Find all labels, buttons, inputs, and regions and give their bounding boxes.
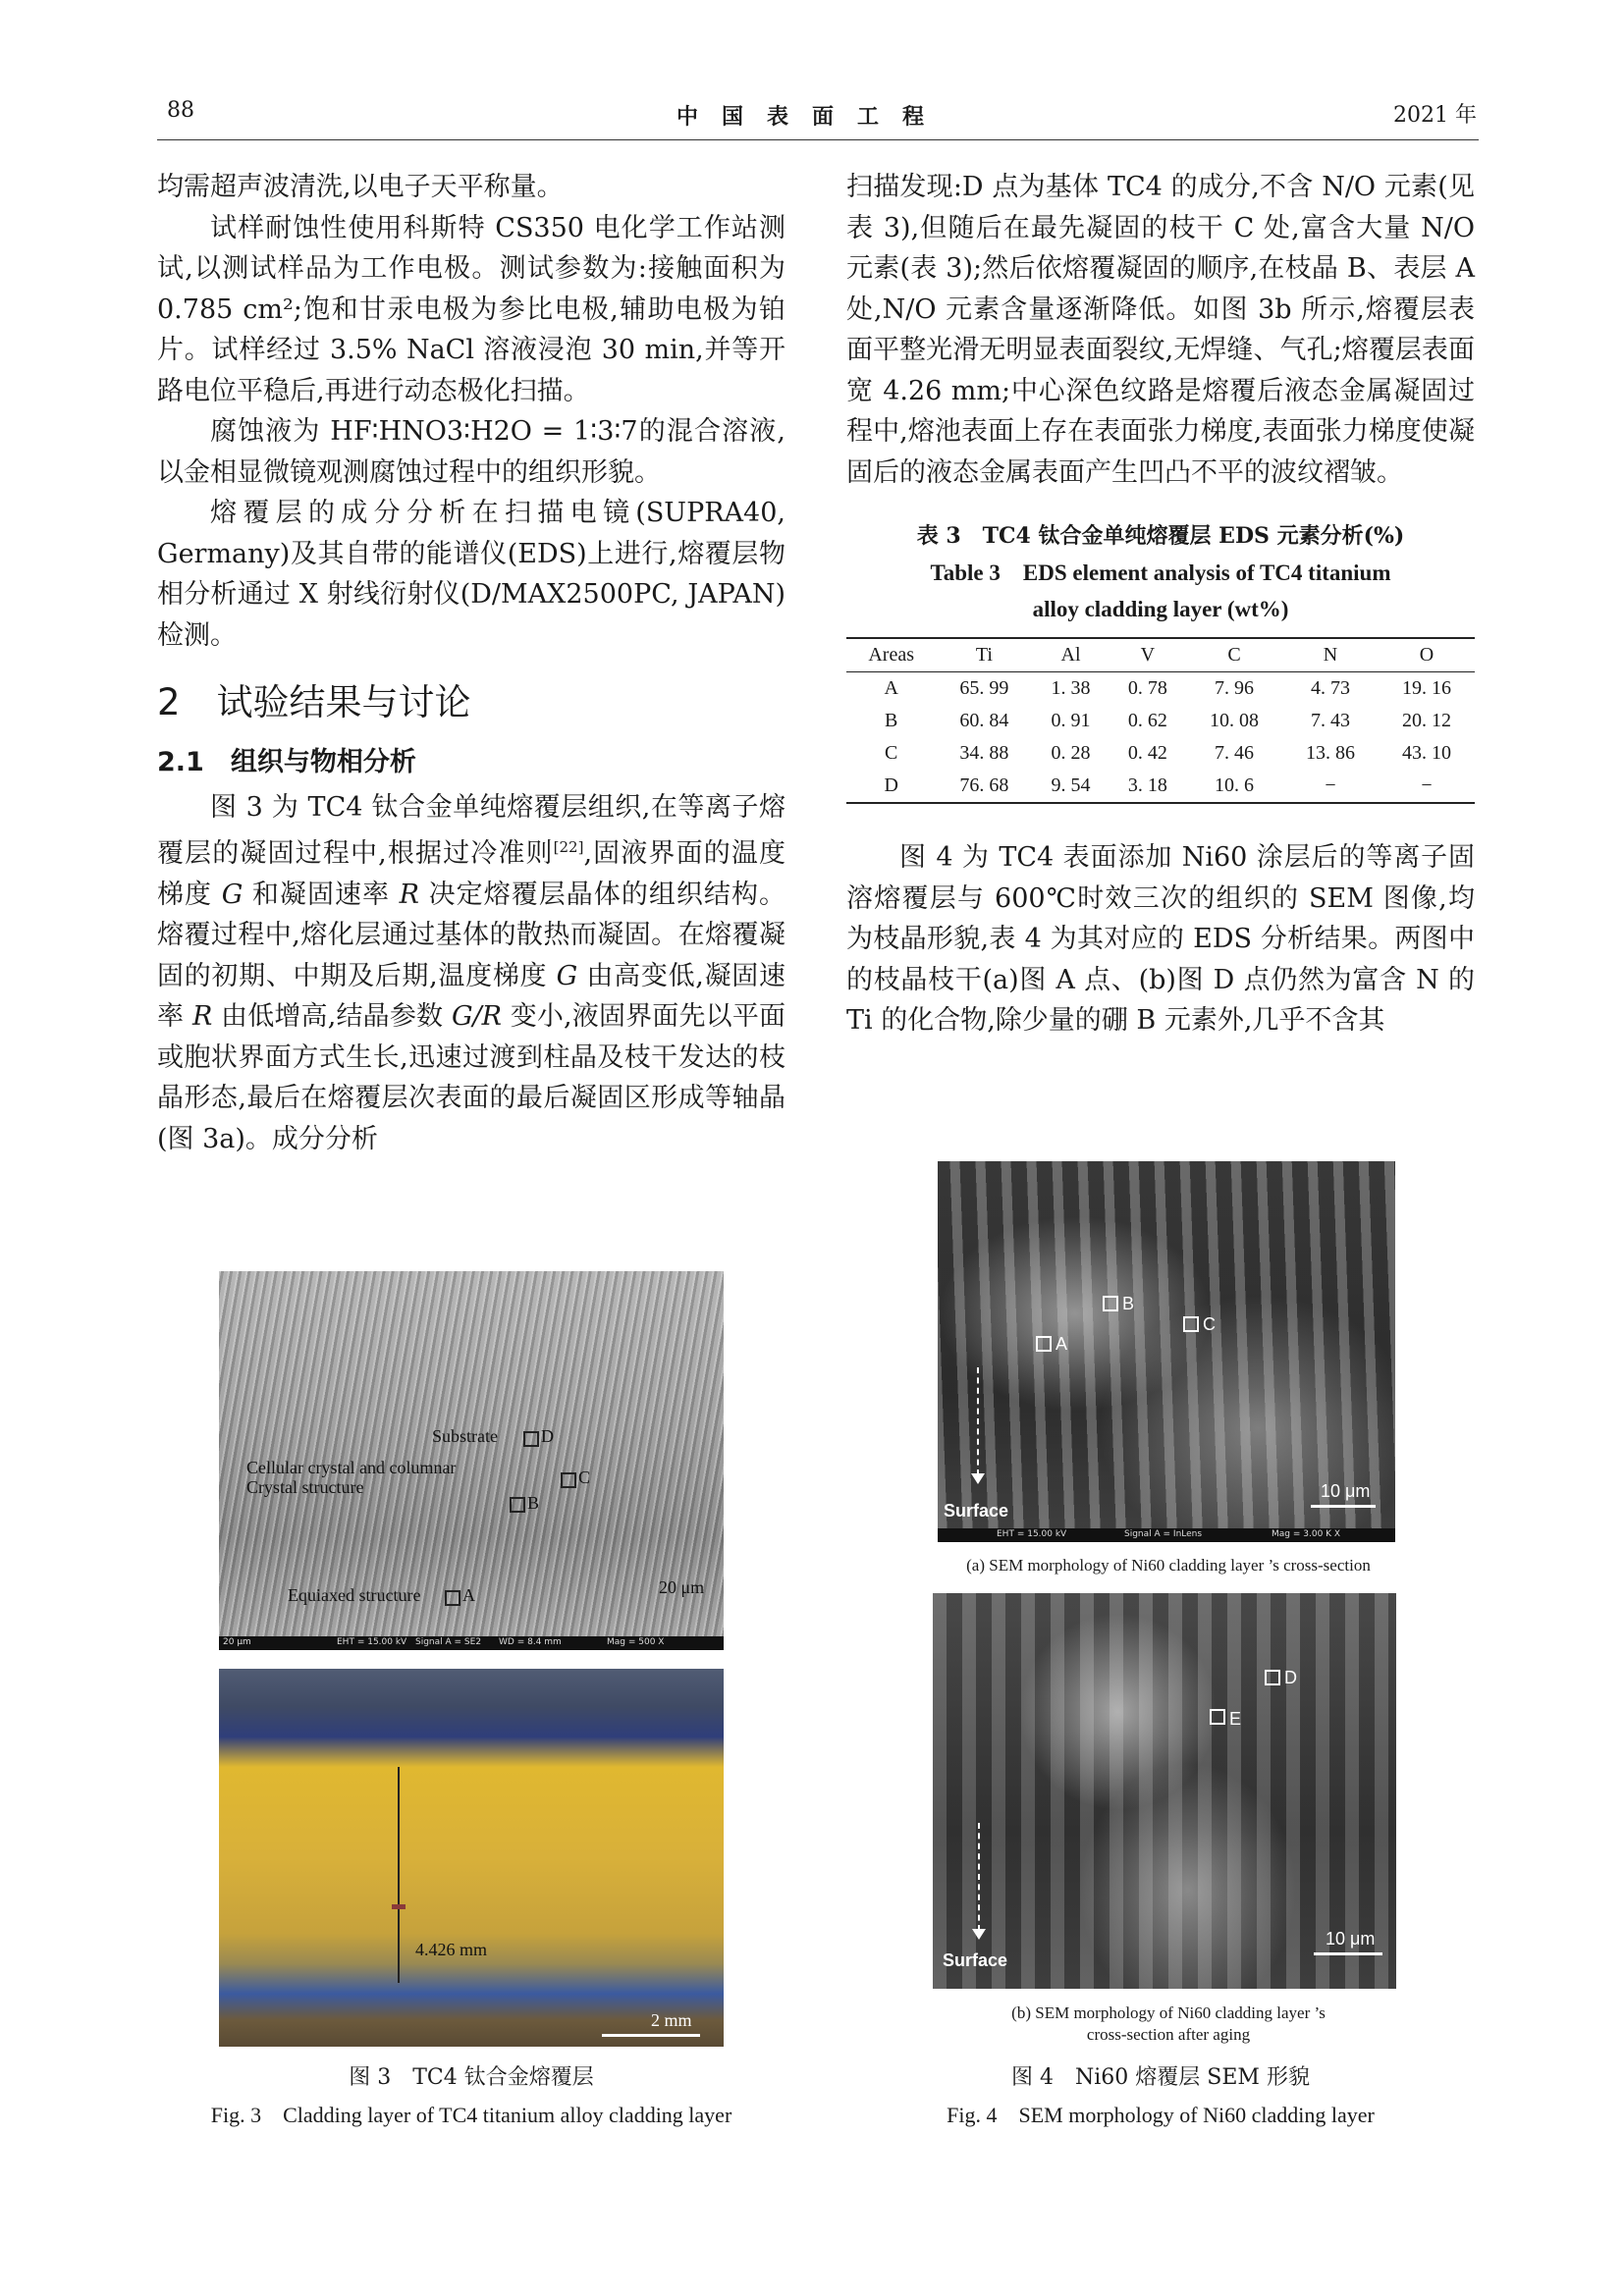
table-cell: 4. 73 [1310,677,1350,699]
arrow-down-icon [972,1929,986,1940]
table-cell: 0. 28 [1051,742,1091,764]
scale-label: 10 μm [1321,1481,1371,1501]
table-cell: A [884,677,898,699]
page-number: 88 [167,98,194,123]
header-rule [157,139,1479,140]
label-b: B [527,1493,540,1513]
table-cell: 0. 62 [1127,710,1167,731]
subsection-heading: 2.1 组织与物相分析 [157,747,416,777]
marker-d [523,1431,539,1447]
direction-arrow [977,1367,979,1475]
table-cell: 10. 08 [1210,710,1260,731]
fig4-caption-en: Fig. 4 SEM morphology of Ni60 cladding layer [947,2103,1375,2127]
measure-marker [392,1904,406,1909]
table-caption-en: alloy cladding layer (wt%) [1032,597,1289,621]
label-d: D [541,1426,554,1446]
label-surface: Surface [943,1950,1008,1970]
table-caption-en: Table 3 EDS element analysis of TC4 titanium [930,561,1391,585]
fig4a-sem-image [938,1161,1395,1542]
label-d: D [1284,1668,1297,1687]
marker-b [1103,1296,1118,1311]
table-cell: 13. 86 [1305,742,1355,764]
label-c: C [1203,1314,1216,1334]
table-cell: B [885,710,898,731]
table-header-row [846,638,1475,672]
fig3-caption-en: Fig. 3 Cladding layer of TC4 titanium alloy cladding layer [210,2103,732,2127]
fig3b-optical-image [219,1669,724,2047]
sem-databar: EHT = 15.00 kV Signal A = InLens Mag = 3.00 K X [938,1528,1395,1542]
paragraph: 腐蚀液为 HF∶HNO3∶H2O = 1∶3∶7的混合溶液,以金相显微镜观测腐蚀过程中的组织形貌。 [157,416,785,488]
width-label: 4.426 mm [415,1940,488,1959]
marker-d [1265,1670,1280,1685]
table-cell: 7. 43 [1310,710,1350,731]
sem-databar: 20 μm EHT = 15.00 kV Signal A = SE2 WD = 8.4 mm Mag = 500 X [219,1636,724,1650]
width-measure-line [398,1767,400,1983]
scale-label: 2 mm [651,2010,692,2030]
label-crystal-structure: Crystal structure [246,1477,364,1497]
label-c: C [578,1468,591,1487]
table-cell: 34. 88 [959,742,1009,764]
fig4b-caption: (b) SEM morphology of Ni60 cladding layer ’s cross-section after aging [1011,2003,1326,2044]
label-substrate: Substrate [432,1426,498,1446]
label-b: B [1122,1294,1135,1313]
paragraph: 图 4 为 TC4 表面添加 Ni60 涂层后的等离子固溶熔覆层与 600℃时效三次的组织的 SEM 图像,均为枝晶形貌,表 4 为其对应的 EDS 分析结果。两图中的枝晶枝干(a)图 A 点、(b)图 D 点仍然为富含 N 的 Ti 的化合物,除少量的硼 B 元素外,几乎不含其 [846,842,1475,1036]
fig3a-sem-image [219,1271,724,1650]
scale-bar [602,2034,700,2037]
table-cell: 43. 10 [1401,742,1451,764]
marker-a [445,1590,460,1606]
table-cell: 0. 42 [1127,742,1167,764]
table-row [846,737,1475,770]
label-a: A [462,1585,475,1605]
marker-a [1036,1336,1052,1352]
direction-arrow [978,1823,980,1931]
label-equiaxed: Equiaxed structure [288,1585,421,1605]
table-cell: 9. 54 [1051,774,1091,796]
table-cell: C [885,742,898,764]
section-heading: 2 试验结果与讨论 [157,681,471,723]
label-cellular: Cellular crystal and columnar [246,1458,457,1477]
table-cell: 3. 18 [1127,774,1167,796]
table-cell: 76. 68 [959,774,1009,796]
column-header: Al [1060,644,1081,666]
table-cell: 7. 46 [1215,742,1255,764]
scale-bar [1311,1505,1376,1508]
label-a: A [1056,1334,1068,1354]
table-cell: 20. 12 [1401,710,1451,731]
eds-table [846,637,1475,804]
label-surface: Surface [944,1501,1009,1521]
label-e: E [1229,1709,1242,1729]
paragraph: 扫描发现:D 点为基体 TC4 的成分,不含 N/O 元素(见表 3),但随后在最先凝固的枝干 C 处,富含大量 N/O 元素(表 3);然后依熔覆凝固的顺序,在枝晶 B、表层 A 处,N/O 元素含量逐渐降低。如图 3b 所示,熔覆层表面平整光滑无明显表面裂纹,无焊缝、气孔;熔覆层表面宽 4.26 mm;中心深色纹路是熔覆后液态金属凝固过程中,熔池表面上存在表面张力梯度,表面张力梯度使凝固后的液态金属表面产生凹凸不平的波纹褶皱。 [846,172,1475,488]
scale-label: 10 μm [1326,1929,1376,1949]
paragraph: 熔覆层的成分分析在扫描电镜(SUPRA40, Germany)及其自带的能谱仪(EDS)上进行,熔覆层物相分析通过 X 射线衍射仪(D/MAX2500PC, JAPAN)检测。 [157,498,785,651]
paragraph: 图 3 为 TC4 钛合金单纯熔覆层组织,在等离子熔覆层的凝固过程中,根据过冷准则[22],固液界面的温度梯度 G 和凝固速率 R 决定熔覆层晶体的组织结构。熔覆过程中,熔化层通过基体的散热而凝固。在熔覆凝固的初期、中期及后期,温度梯度 G 由高变低,凝固速率 R 由低增高,结晶参数 G/R 变小,液固界面先以平面或胞状界面方式生长,迅速过渡到柱晶及枝干发达的枝晶形态,最后在熔覆层次表面的最后凝固区形成等轴晶(图 3a)。成分分析 [157,791,785,1154]
journal-name: 中国表面工程 [676,104,947,130]
table-cell: 0. 91 [1051,710,1091,731]
right-column [846,167,1475,1041]
column-header: V [1140,644,1156,666]
table-caption-cn: 表 3 TC4 钛合金单纯熔覆层 EDS 元素分析(%) [916,523,1405,549]
table-row [846,770,1475,803]
table-cell: 60. 84 [959,710,1009,731]
fig4b-sem-image [933,1593,1396,1989]
citation: [22] [553,838,584,856]
arrow-down-icon [971,1473,985,1484]
marker-e [1210,1709,1225,1725]
scale-label: 20 μm [659,1577,705,1597]
column-header: C [1227,644,1241,666]
fig4-caption [846,2059,1475,2134]
table-row [846,672,1475,706]
table-cell: 1. 38 [1051,677,1091,699]
header-year: 2021 年 [1393,103,1477,128]
table-cell: − [1325,774,1336,796]
table-cell: 0. 78 [1127,677,1167,699]
column-header: N [1323,644,1338,666]
paragraph: 试样耐蚀性使用科斯特 CS350 电化学工作站测试,以测试样品为工作电极。测试参数为:接触面积为 0.785 cm²;饱和甘汞电极为参比电极,辅助电极为铂片。试样经过 3.5% NaCl 溶液浸泡 30 min,并等开路电位平稳后,再进行动态极化扫描。 [157,212,785,406]
marker-c [1183,1316,1199,1332]
table-row [846,705,1475,737]
table-cell: 19. 16 [1401,677,1451,699]
column-header: Areas [868,644,914,666]
column-header: Ti [975,644,993,666]
table-cell: 10. 6 [1215,774,1255,796]
column-header: O [1419,644,1435,666]
fig3-caption-cn: 图 3 TC4 钛合金熔覆层 [349,2065,594,2090]
fig4-caption-cn: 图 4 Ni60 熔覆层 SEM 形貌 [1011,2065,1310,2090]
fig4a-caption: (a) SEM morphology of Ni60 cladding layer ’s cross-section [966,1556,1371,1575]
table-cell: 65. 99 [959,677,1009,699]
paragraph: 均需超声波清洗,以电子天平称量。 [157,172,564,202]
table-cell: − [1421,774,1433,796]
scale-bar [1314,1952,1382,1955]
table-cell: D [884,774,898,796]
table-cell: 7. 96 [1215,677,1255,699]
marker-c [561,1472,576,1488]
left-column [157,167,785,1159]
fig3-caption [157,2059,785,2134]
marker-b [510,1497,525,1513]
